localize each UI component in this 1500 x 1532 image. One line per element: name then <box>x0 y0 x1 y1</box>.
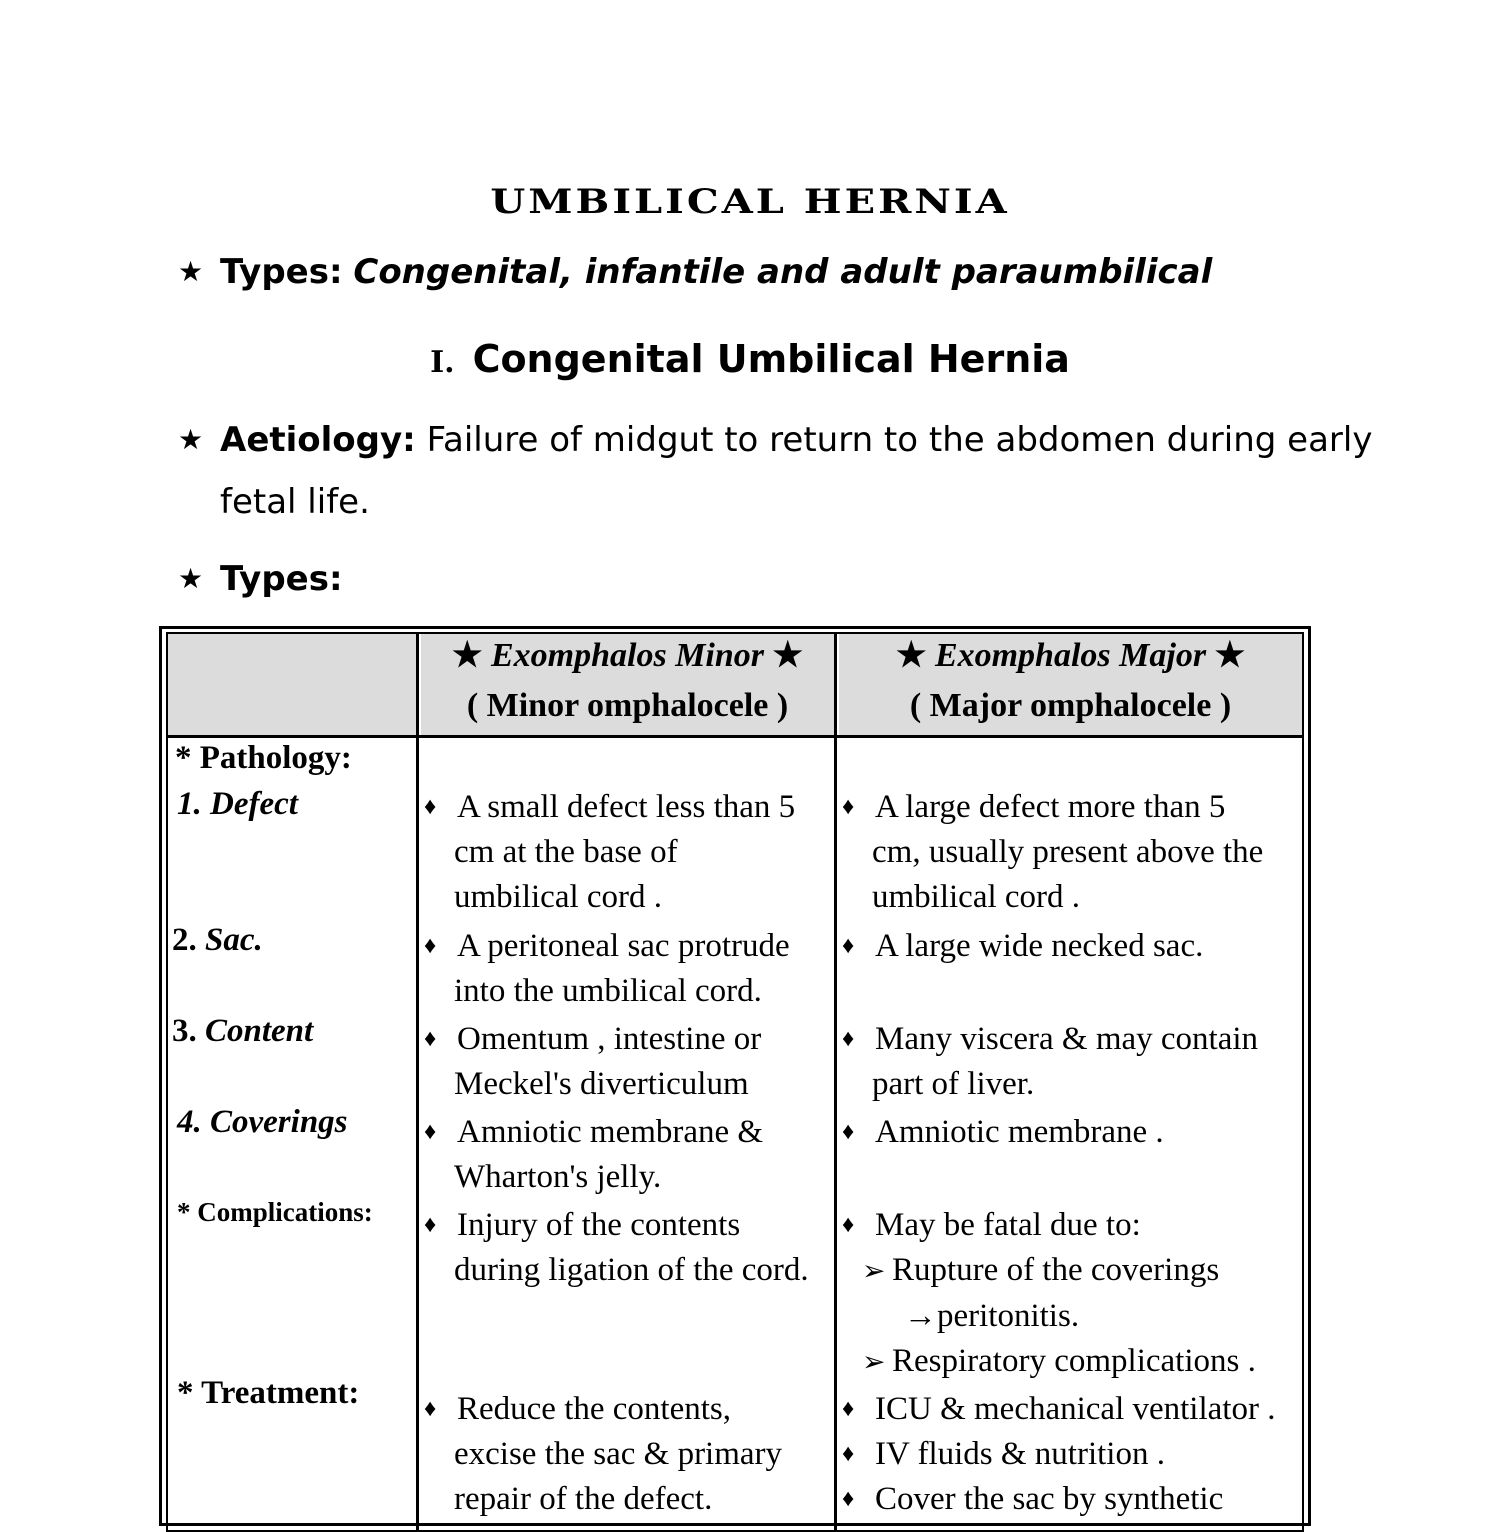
minor-defect-line: A small defect less than 5 <box>457 789 796 825</box>
diamond-bullet-icon: ♦ <box>424 1026 437 1052</box>
major-complication-item: Rupture of the coverings <box>892 1252 1220 1288</box>
minor-coverings-line: Amniotic membrane & <box>457 1114 764 1150</box>
star-icon: ★ <box>895 637 927 674</box>
diamond-bullet-icon: ♦ <box>424 1119 437 1145</box>
diamond-bullet-icon: ♦ <box>842 1441 855 1467</box>
major-treatment-line: IV fluids & nutrition . <box>875 1436 1165 1472</box>
major-sac-line: A large wide necked sac. <box>875 928 1204 964</box>
minor-sac-line: A peritoneal sac protrude <box>457 928 790 964</box>
types-value: Congenital, infantile and adult paraumbilical <box>353 252 1213 292</box>
major-defect <box>842 785 1263 920</box>
types-line <box>220 252 1213 292</box>
aetiology-line <box>220 420 1373 460</box>
minor-defect-line: cm at the base of <box>454 834 678 870</box>
major-defect-line: umbilical cord . <box>872 879 1081 915</box>
major-coverings <box>842 1110 1164 1155</box>
header-divider <box>166 735 1304 738</box>
major-treatment-line: Cover the sac by synthetic <box>875 1481 1224 1517</box>
minor-content-line: Omentum , intestine or <box>457 1021 762 1057</box>
label-sac-number: 2. <box>172 922 197 958</box>
minor-complications-line: Injury of the contents <box>457 1207 741 1243</box>
diamond-bullet-icon: ♦ <box>842 1026 855 1052</box>
column-divider <box>416 632 419 1532</box>
star-bullet-icon: ★ <box>178 562 204 595</box>
major-subtitle: ( Major omphalocele ) <box>909 687 1232 724</box>
label-pathology: * Pathology: <box>175 740 352 776</box>
major-content-line: part of liver. <box>872 1066 1035 1102</box>
major-content <box>842 1017 1258 1107</box>
diamond-bullet-icon: ♦ <box>424 794 437 820</box>
label-content <box>172 1013 313 1050</box>
major-defect-line: cm, usually present above the <box>872 834 1264 870</box>
types-label: Types: <box>220 252 343 292</box>
minor-treatment-line: repair of the defect. <box>454 1481 713 1517</box>
major-treatment <box>842 1387 1275 1522</box>
label-content-number: 3. <box>172 1013 197 1049</box>
minor-coverings <box>424 1110 763 1200</box>
label-sac-text: Sac. <box>205 922 263 958</box>
minor-sac <box>424 924 790 1014</box>
minor-sac-line: into the umbilical cord. <box>454 973 762 1009</box>
label-content-text: Content <box>205 1013 314 1049</box>
major-defect-line: A large defect more than 5 <box>875 789 1226 825</box>
section-heading-text: Congenital Umbilical Hernia <box>472 337 1070 381</box>
major-header <box>839 631 1302 731</box>
minor-defect-line: umbilical cord . <box>454 879 663 915</box>
minor-treatment-line: Reduce the contents, <box>457 1391 731 1427</box>
minor-title: Exomphalos Minor <box>490 637 765 674</box>
major-complications <box>842 1203 1256 1385</box>
major-complications-lead: May be fatal due to: <box>875 1207 1141 1243</box>
diamond-bullet-icon: ♦ <box>842 794 855 820</box>
section-heading <box>0 337 1500 381</box>
label-sac <box>172 922 263 959</box>
minor-treatment <box>424 1387 782 1522</box>
major-complication-item: Respiratory complications . <box>892 1343 1256 1379</box>
header-cell-empty <box>168 634 416 736</box>
column-divider <box>834 632 837 1532</box>
minor-header <box>421 631 834 731</box>
major-treatment-line: ICU & mechanical ventilator . <box>875 1391 1276 1427</box>
star-bullet-icon: ★ <box>178 255 204 288</box>
star-bullet-icon: ★ <box>178 423 204 456</box>
document-title: UMBILICAL HERNIA <box>490 181 1010 222</box>
minor-complications <box>424 1203 809 1293</box>
major-content-line: Many viscera & may contain <box>875 1021 1259 1057</box>
arrow-bullet-icon: ➢ <box>862 1347 886 1378</box>
diamond-bullet-icon: ♦ <box>842 933 855 959</box>
diamond-bullet-icon: ♦ <box>842 1119 855 1145</box>
major-sac <box>842 924 1203 969</box>
minor-treatment-line: excise the sac & primary <box>454 1436 783 1472</box>
diamond-bullet-icon: ♦ <box>842 1212 855 1238</box>
major-coverings-line: Amniotic membrane . <box>875 1114 1164 1150</box>
minor-defect <box>424 785 795 920</box>
label-coverings: 4. Coverings <box>177 1104 348 1140</box>
diamond-bullet-icon: ♦ <box>424 1212 437 1238</box>
diamond-bullet-icon: ♦ <box>842 1396 855 1422</box>
label-treatment: * Treatment: <box>177 1375 360 1411</box>
star-icon: ★ <box>452 637 483 674</box>
aetiology-continuation: fetal life. <box>220 482 370 522</box>
section-roman-numeral: I. <box>430 345 455 380</box>
major-title: Exomphalos Major <box>934 637 1207 674</box>
star-icon: ★ <box>772 637 803 674</box>
diamond-bullet-icon: ♦ <box>424 933 437 959</box>
diamond-bullet-icon: ♦ <box>424 1396 437 1422</box>
star-icon: ★ <box>1214 637 1246 674</box>
aetiology-label: Aetiology: <box>220 420 416 460</box>
minor-coverings-line: Wharton's jelly. <box>454 1159 662 1195</box>
diamond-bullet-icon: ♦ <box>842 1486 855 1512</box>
arrow-bullet-icon: ➢ <box>862 1256 886 1287</box>
label-complications: * Complications: <box>177 1197 373 1227</box>
major-complication-item: →peritonitis. <box>904 1298 1080 1334</box>
minor-content-line: Meckel's diverticulum <box>454 1066 749 1102</box>
types-subheading: Types: <box>220 559 343 599</box>
label-defect: 1. Defect <box>177 786 298 822</box>
minor-complications-line: during ligation of the cord. <box>454 1252 809 1288</box>
aetiology-text: Failure of midgut to return to the abdomen during early <box>426 420 1373 460</box>
minor-subtitle: ( Minor omphalocele ) <box>466 687 789 724</box>
minor-content <box>424 1017 761 1107</box>
